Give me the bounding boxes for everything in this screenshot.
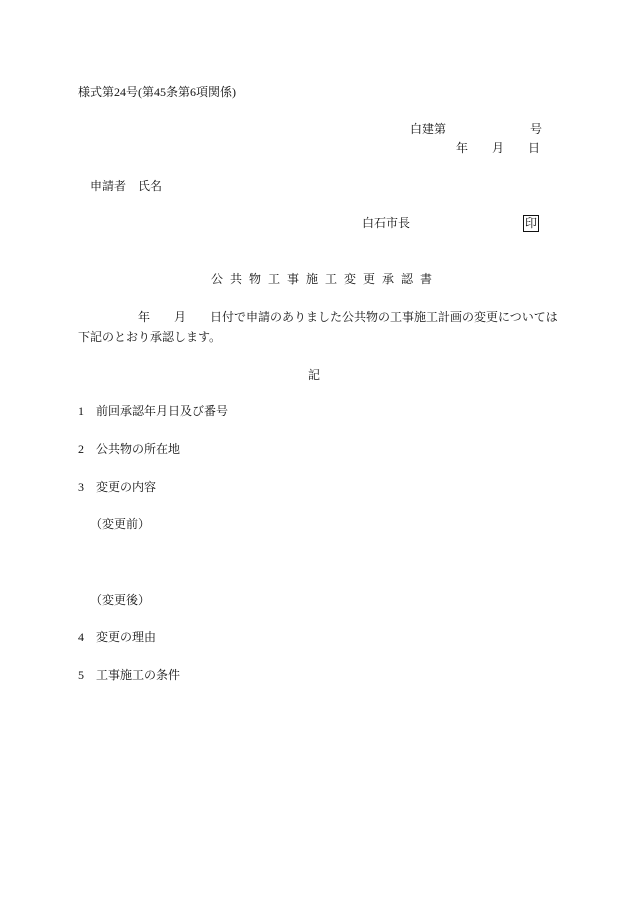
body-text-line: 下記のとおり承認します。 bbox=[78, 330, 222, 344]
reference-number: 白建第 号 bbox=[410, 122, 543, 136]
issuer-name: 白石市長 bbox=[362, 216, 411, 230]
list-item: 3 変更の内容 bbox=[78, 480, 157, 494]
list-item: 2 公共物の所在地 bbox=[78, 442, 181, 456]
list-item: 4 変更の理由 bbox=[78, 630, 157, 644]
change-before-label: （変更前） bbox=[90, 517, 151, 531]
applicant-name: 申請者 氏名 bbox=[90, 179, 163, 193]
ki-heading: 記 bbox=[308, 368, 321, 382]
list-item: 5 工事施工の条件 bbox=[78, 668, 181, 682]
date-line: 年 月 日 bbox=[456, 141, 541, 155]
document-title: 公 共 物 工 事 施 工 変 更 承 認 書 bbox=[211, 272, 435, 286]
list-item: 1 前回承認年月日及び番号 bbox=[78, 404, 229, 418]
form-number: 様式第24号(第45条第6項関係) bbox=[78, 85, 236, 99]
change-after-label: （変更後） bbox=[90, 593, 151, 607]
body-text-line: 年 月 日付で申請のありました公共物の工事施工計画の変更については bbox=[78, 310, 558, 324]
seal-stamp-icon: 印 bbox=[524, 216, 537, 230]
